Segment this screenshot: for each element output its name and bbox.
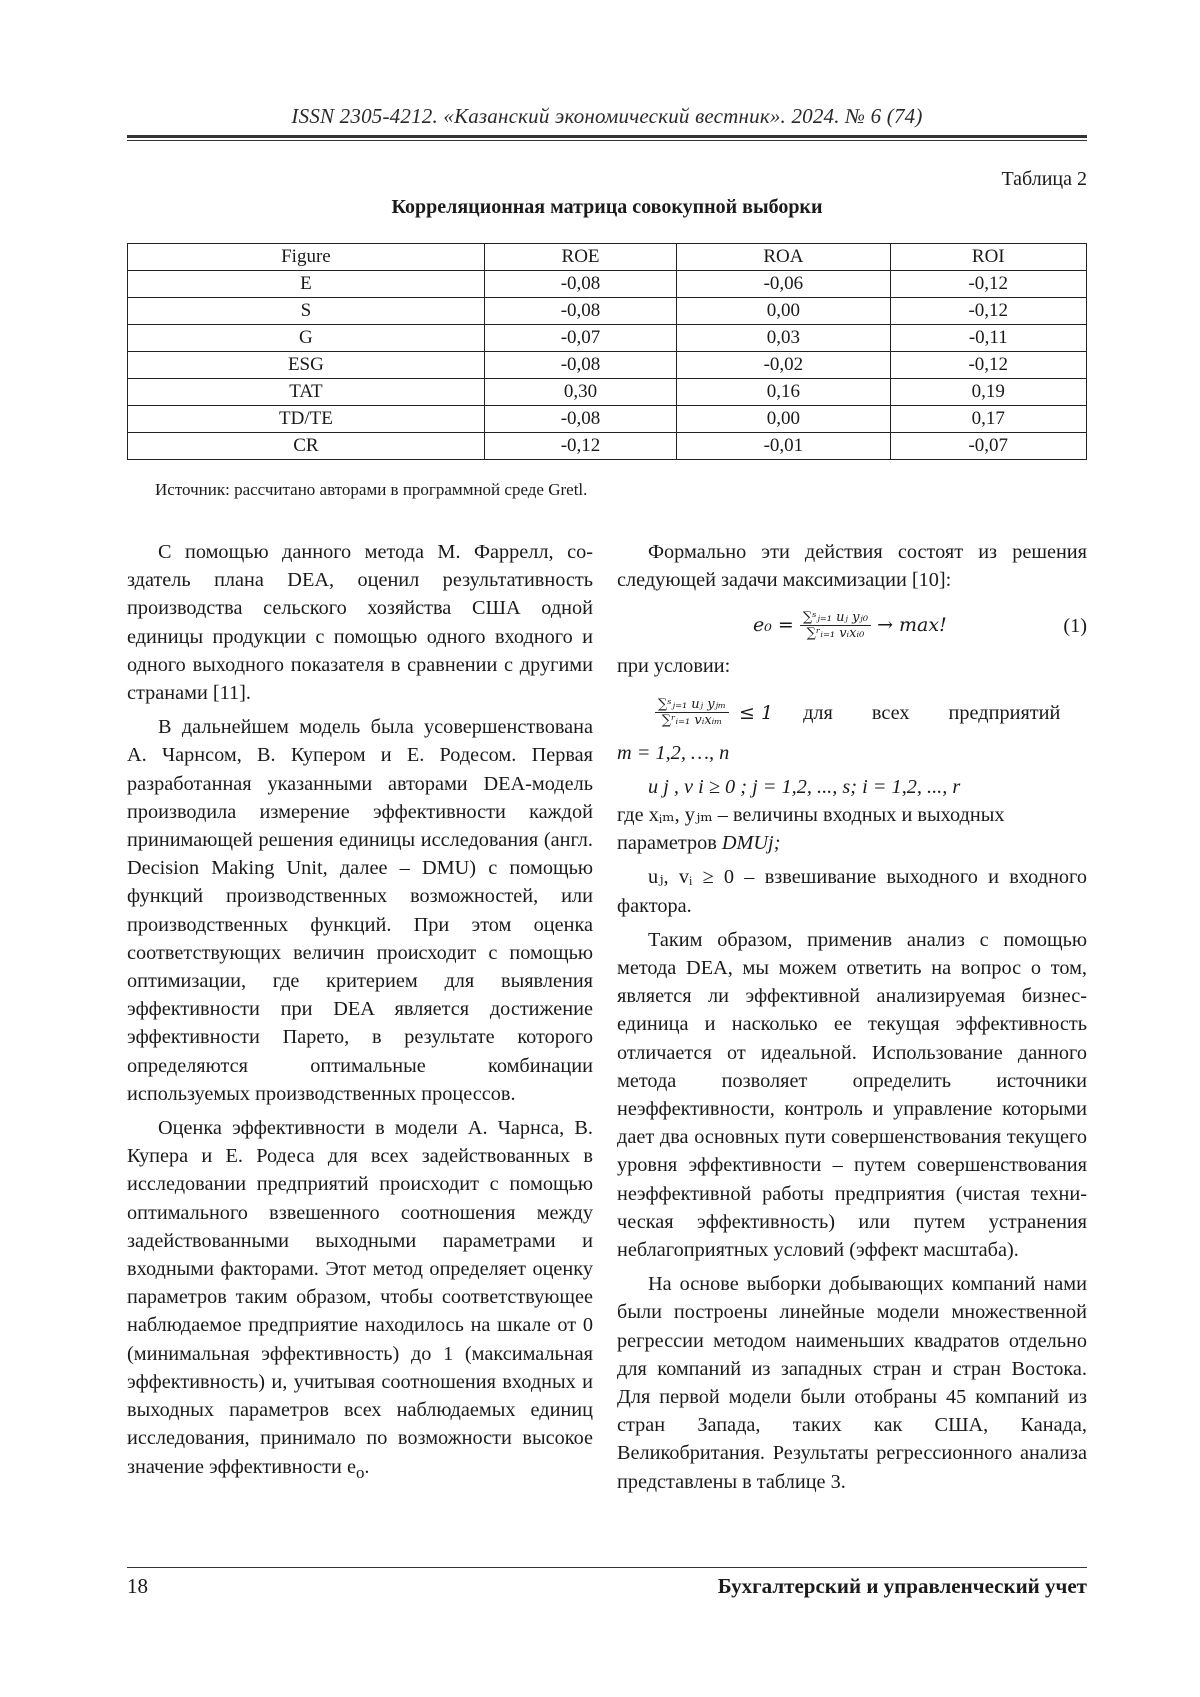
table-label: Таблица 2 [1001,168,1087,190]
table-cell: 0,00 [677,298,890,325]
weight-line: uⱼ, vᵢ ≥ 0 – взвешивание выходного и входного фактора. [617,866,1087,917]
table-cell: -0,11 [890,325,1086,352]
table-cell: TAT [128,379,485,406]
table-row [128,298,1087,325]
paragraph: На основе выборки добывающих компаний нами были построены линейные модели множественной регрессии методом наименьших квадратов отдельно для компаний из западных стран и стран Востока. Для первой модели были отобраны 45 компаний из стран Запада, таких как США, Канада, Великобритания. Результаты регрессионного анализа представлены в таблице 3. [617,1273,1087,1493]
header-rule-thin [127,140,1087,141]
where-line-2 [617,829,1087,857]
table-cell: -0,12 [890,271,1086,298]
table-cell: -0,07 [484,325,676,352]
formula-rhs: → max! [877,614,947,637]
formula-text: для всех предприятий [803,701,1061,724]
table-header-cell: Figure [128,244,485,271]
table-cell: -0,07 [890,433,1086,460]
paragraph: С помощью данного метода М. Фаррелл, создатель плана DEA, оценил результативность производства сельского хозяйства США одной единицы продукции с помощью одного входного и одного выходного показателя в сравнении с другими странами [11]. [127,541,593,705]
right-column [617,538,1087,1502]
journal-page [127,0,1087,1697]
table-row [128,406,1087,433]
table-cell: -0,08 [484,406,676,433]
formula-inequality: ≤ 1 [739,701,774,724]
formula-fraction [800,610,871,641]
table-header-cell: ROA [677,244,890,271]
where-text: параметров [617,832,722,855]
table-cell: -0,02 [677,352,890,379]
table-cell: -0,12 [890,352,1086,379]
table-row [128,271,1087,298]
table-cell: -0,08 [484,352,676,379]
table-cell: G [128,325,485,352]
correlation-table [127,243,1087,460]
condition-label: при условии: [617,655,731,678]
formula-numerator: ∑ˢⱼ₌₁ uⱼ yⱼ₀ [800,610,871,626]
table-header-cell: ROI [890,244,1086,271]
constraint-line: u j , v i ≥ 0 ; j = 1,2, ..., s; i = 1,2, ..., r [648,775,961,798]
table-cell: E [128,271,485,298]
table-cell: -0,06 [677,271,890,298]
formula-lhs: e₀ = [753,614,794,637]
section-title: Бухгалтерский и управленческий учет [717,1574,1087,1598]
formula-denominator: ∑ʳᵢ₌₁ vᵢxᵢ₀ [806,625,865,641]
table-cell: 0,03 [677,325,890,352]
table-cell: -0,08 [484,271,676,298]
formula-numerator: ∑ˢⱼ₌₁ uⱼ yⱼₘ [655,697,729,713]
table-cell: -0,01 [677,433,890,460]
table-cell: TD/TE [128,406,485,433]
table-cell: S [128,298,485,325]
formula-1 [617,600,1087,650]
running-head: ISSN 2305-4212. «Казанский экономический вестник». 2024. № 6 (74) [291,104,923,128]
table-header-row [128,244,1087,271]
table-cell: ESG [128,352,485,379]
table-cell: 0,16 [677,379,890,406]
left-column [127,538,593,1493]
index-range: m = 1,2, …, n [617,741,730,764]
table-row [128,352,1087,379]
paragraph-end: . [364,1455,370,1478]
table-row [128,325,1087,352]
subscript: o [355,1462,365,1482]
table-cell: 0,00 [677,406,890,433]
where-line: где xᵢₘ, yⱼₘ – величины входных и выходных [617,804,1005,827]
formula-2 [617,687,1087,739]
paragraph-text: Оценка эффективности в модели А. Чарнса, В. Купера и Е. Родеса для всех задействованных в исследовании предприятий происходит с помощью оптимального взвешенного соотношения между задействованными выходными параметрами и входными факторами. Этот метод определяет оценку параметров таким образом, чтобы соответствующее наблюдаемое предприятие находилось на шкале от 0 (минимальная эффективность) до 1 (максимальная эффективность) и, учитывая соотношения входных и выходных параметров всех наблюдаемых единиц исследования, принимало по возможности высокое значение эффективности e [127,1117,593,1478]
table-cell: 0,19 [890,379,1086,406]
page-number: 18 [127,1574,148,1598]
table-cell: 0,17 [890,406,1086,433]
paragraph: Формально эти действия состоят из решения следующей задачи максимизации [10]: [617,541,1087,592]
header-rule [127,135,1087,138]
table-source-note: Источник: рассчитано авторами в программной среде Gretl. [155,480,588,499]
paragraph: В дальнейшем модель была усовершенствована А. Чарнсом, В. Купером и Е. Родесом. Первая разработанная указанными авторами DEA-модель производила измерение эффективности каждой принимающей решения единицы исследования (англ. Decision Making Unit, далее – DMU) с помощью функций производственных возможностей, или производственных функций. При этом оценка соответствующих величин происходит с помощью оптимизации, где критерием для выявления эффективности при DEA является достижение эффективности Парето, в результате которого определяются оптимальные комбинации используемых производственных процессов. [127,716,593,1105]
formula-body [753,600,947,650]
table-cell: -0,12 [484,433,676,460]
paragraph [127,1114,593,1487]
table-row [128,433,1087,460]
table-title: Корреляционная матрица совокупной выборки [391,196,823,218]
table-row [128,379,1087,406]
equation-number: (1) [1063,615,1087,638]
table-cell: -0,08 [484,298,676,325]
formula-denominator: ∑ʳᵢ₌₁ vᵢxᵢₘ [661,713,723,729]
where-dmu: DMUj; [721,832,781,855]
paragraph: Таким образом, применив анализ с помощью метода DEA, мы можем ответить на вопрос о том, является ли эффективной анализируемая бизнес-единица и насколько ее текущая эффективность отличается от идеальной. Использование данного метода позволяет определить источники неэффективности, контроль и управление которыми дает два основных пути совершенствования текущего уровня эффективности – путем совершенствования неэффективной работы предприятия (чистая техническая эффективность) или путем устранения неблагоприятных условий (эффект масштаба). [617,928,1087,1262]
table-cell: 0,30 [484,379,676,406]
table-cell: -0,12 [890,298,1086,325]
footer-rule [127,1567,1087,1568]
table-cell: CR [128,433,485,460]
table-header-cell: ROE [484,244,676,271]
formula-fraction [655,697,729,728]
